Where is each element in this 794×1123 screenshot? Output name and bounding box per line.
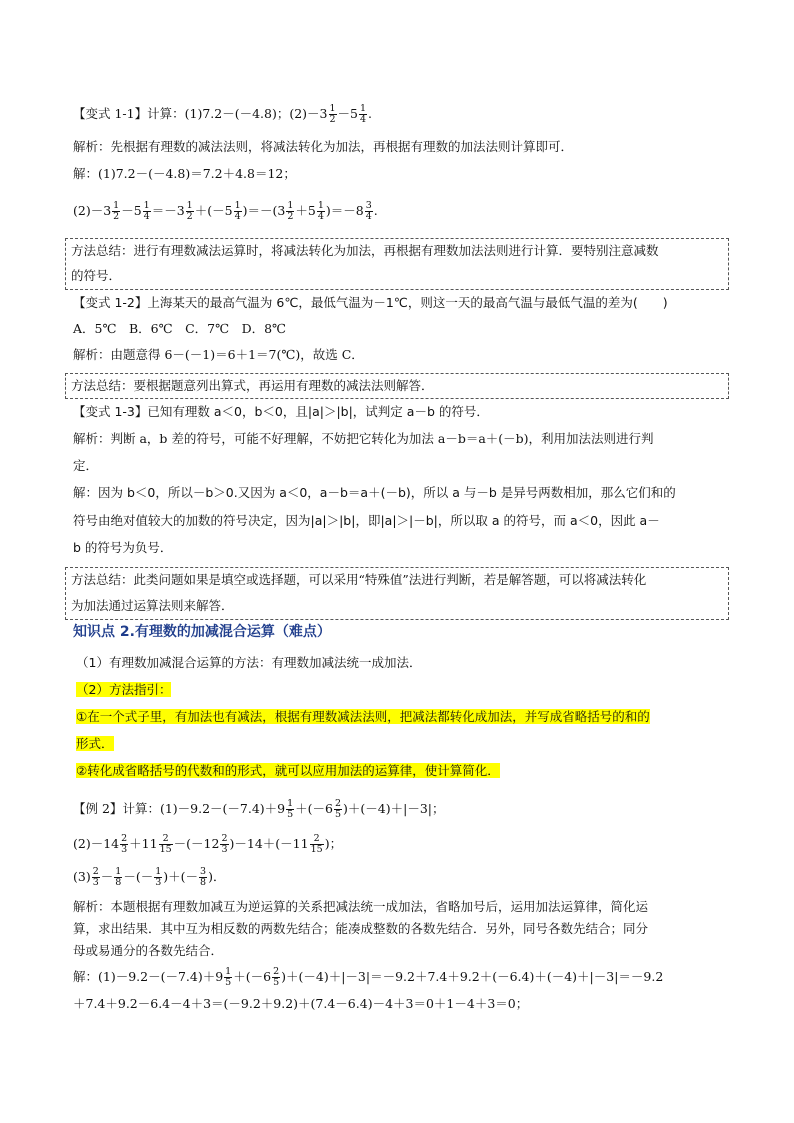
- variant-1-2-question: 【变式 1-2】上海某天的最高气温为 6℃，最低气温为－1℃，则这一天的最高气温与最低气温的差为( ): [73, 295, 668, 310]
- variant-1-1-solution-2: (2)－3 $\frac{1}{2}$ －5 $\frac{1}{4}$ ＝－3 $\frac{1}{2}$ ＋(－5 $\frac{1}{4}$ )＝－(3 $\frac{1}{2}$ ＋5 $\frac{1}{4}$ )＝－8 $\frac{3}{4}$ .: [73, 200, 378, 222]
- variant-1-3-question: 【变式 1-3】已知有理数 a＜0，b＜0，且|a|＞|b|，试判定 a－b 的符号．: [73, 404, 489, 419]
- variant-1-3-analysis-2: 定．: [73, 458, 99, 473]
- variant-1-2-analysis: 解析：由题意得 6－(－1)＝6＋1＝7(℃)，故选 C．: [73, 347, 364, 362]
- method-summary-line: 的符号．: [71, 268, 122, 283]
- example-2-solution-1: 解：(1)－9.2－(－7.4)＋9 $\frac{1}{5}$ ＋(－6 $\frac{2}{5}$ )＋(－4)＋|－3|＝－9.2＋7.4＋9.2＋(－6.4)＋(－4)＋|－3|＝－9.2: [73, 966, 664, 988]
- variant-1-3-analysis-1: 解析：判断 a，b 差的符号，可能不好理解，不妨把它转化为加法 a－b＝a＋(－b)，利用加法法则进行判: [73, 431, 654, 446]
- kp2-guide-1a: ①在一个式子里，有加法也有减法，根据有理数减法法则，把减法都转化成加法，并写成省略括号的和的: [76, 709, 650, 724]
- variant-1-2-title: 【变式 1-2】: [73, 295, 148, 310]
- method-summary-line: 方法总结：要根据题意列出算式，再运用有理数的减法法则解答．: [71, 378, 434, 393]
- example-2-analysis-1: 解析：本题根据有理数加减互为逆运算的关系把减法统一成加法，省略加号后，运用加法运算律，简化运: [73, 899, 649, 914]
- variant-1-1-analysis: 解析：先根据有理数的减法法则，将减法转化为加法，再根据有理数的加法法则计算即可．: [73, 139, 574, 154]
- variant-1-3-solution-2: 符号由绝对值较大的加数的符号决定，因为|a|＞|b|，即|a|＞|－b|，所以取 a 的符号，而 a＜0，因此 a－: [73, 513, 660, 528]
- example-2-q2: (2)－14 $\frac{2}{3}$ ＋11 $\frac{2}{15}$ －(－12 $\frac{2}{3}$ )－14＋(－11 $\frac{2}{15}$ )；: [73, 833, 343, 855]
- method-summary-line: 方法总结：进行有理数减法运算时，将减法转化为加法，再根据有理数加法法则进行计算．要特别注意减数: [71, 243, 659, 258]
- kp2-guide-2: ②转化成省略括号的代数和的形式，就可以应用加法的运算律，使计算简化．: [76, 763, 500, 778]
- variant-1-3-solution-1: 解：因为 b＜0，所以－b＞0.又因为 a＜0，a－b＝a＋(－b)，所以 a 与－b 是异号两数相加，那么它们和的: [73, 485, 676, 500]
- example-2-q3: (3) $\frac{2}{3}$ － $\frac{1}{8}$ －(－ $\frac{1}{3}$ )＋(－ $\frac{3}{8}$ )．: [73, 866, 226, 888]
- kp2-method: （1）有理数加减混合运算的方法：有理数加减法统一成加法．: [76, 655, 422, 670]
- method-summary-box-1: [65, 238, 729, 290]
- example-2-analysis-3: 母或易通分的各数先结合．: [73, 943, 224, 958]
- example-2-q1: 【例 2】计算：(1)－9.2－(－7.4)＋9 $\frac{1}{5}$ ＋(－6 $\frac{2}{5}$ )＋(－4)＋|－3|；: [73, 798, 445, 820]
- variant-1-3-solution-3: b 的符号为负号．: [73, 540, 173, 555]
- method-summary-line: 为加法通过运算法则来解答．: [71, 598, 234, 613]
- variant-1-1-title: 【变式 1-1】: [73, 106, 148, 121]
- variant-1-1-question: 【变式 1-1】计算：(1)7.2－(－4.8)；(2)－3 $\frac{1}{2}$ －5 $\frac{1}{4}$ .: [73, 103, 373, 125]
- kp2-guide-title: （2）方法指引：: [76, 682, 172, 697]
- kp2-guide-1b: 形式．: [76, 736, 114, 751]
- knowledge-point-heading: 知识点 2.有理数的加减混合运算（难点）: [73, 624, 331, 640]
- fraction: $\frac{1}{4}$: [360, 103, 367, 125]
- variant-1-3-title: 【变式 1-3】: [73, 404, 148, 419]
- variant-1-1-solution-1: 解：(1)7.2－(－4.8)＝7.2＋4.8＝12；: [73, 166, 296, 181]
- variant-1-2-options: A．5℃ B．6℃ C．7℃ D．8℃: [73, 321, 287, 336]
- example-2-title: 【例 2】: [73, 801, 123, 816]
- example-2-solution-2: ＋7.4＋9.2－6.4－4＋3＝(－9.2＋9.2)＋(7.4－6.4)－4＋3＝0＋1－4＋3＝0；: [73, 996, 529, 1011]
- method-summary-box-2: [65, 373, 729, 399]
- example-2-analysis-2: 算，求出结果．其中互为相反数的两数先结合；能凑成整数的各数先结合．另外，同号各数先结合；同分: [73, 921, 649, 936]
- method-summary-line: 方法总结：此类问题如果是填空或选择题，可以采用“特殊值”法进行判断，若是解答题，可以将减法转化: [71, 572, 647, 587]
- fraction: $\frac{1}{2}$: [329, 103, 336, 125]
- method-summary-box-3: [65, 567, 729, 620]
